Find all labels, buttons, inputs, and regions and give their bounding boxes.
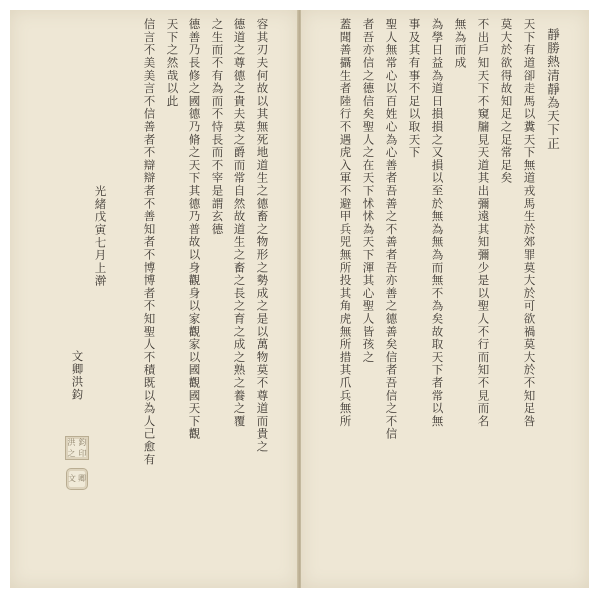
text-column-left-3: 之生而不有為而不恃長而不宰是謂玄德 bbox=[210, 18, 225, 236]
seal-glyph: 之 bbox=[67, 448, 76, 458]
signature: 文卿洪鈞 bbox=[70, 350, 85, 402]
text-column-right-10: 蓋聞善攝生者陸行不遇虎入軍不避甲兵兕無所投其角虎無所措其爪兵無所 bbox=[338, 18, 353, 428]
seal-top bbox=[65, 436, 89, 460]
text-column-right-6: 為學日益為道日損損之又損以至於無為無為而無不為矣故取天下者常以無 bbox=[430, 18, 445, 428]
text-column-right-9: 者吾亦信之德信矣聖人之在天下怵怵為天下渾其心聖人皆孩之 bbox=[361, 18, 376, 364]
seal-glyph: 洪 bbox=[67, 437, 76, 447]
seal-glyph: 鈞 bbox=[78, 437, 87, 447]
text-column-left-6: 信言不美美言不信善者不辯辯者不善知者不博博者不知聖人不積既以為人己愈有 bbox=[142, 18, 157, 466]
right-leaf bbox=[301, 10, 589, 588]
text-column-left-5: 天下之然哉以此 bbox=[165, 18, 180, 108]
text-column-right-7: 事及其有事不足以取天下 bbox=[407, 18, 422, 159]
text-column-left-2: 德道之尊德之貴夫莫之爵而常自然故道生之畜之長之育之成之熟之養之覆 bbox=[232, 18, 247, 428]
seal-glyph: 文 bbox=[68, 474, 76, 483]
text-column-right-1: 靜勝熱清靜為天下正 bbox=[545, 28, 561, 151]
text-column-right-5: 無為而成 bbox=[453, 18, 468, 70]
seal-glyph: 卿 bbox=[78, 474, 86, 483]
left-leaf bbox=[10, 10, 298, 588]
date-inscription: 光緒戊寅七月上澣 bbox=[93, 185, 108, 288]
text-column-right-4: 不出戶知天下不窺牖見天道其出彌遠其知彌少是以聖人不行而知不見而名 bbox=[476, 18, 491, 428]
text-column-right-2: 天下有道卻走馬以糞天下無道戎馬生於郊罪莫大於可欲禍莫大於不知足咎 bbox=[522, 18, 537, 428]
seal-glyph: 印 bbox=[78, 448, 87, 458]
text-column-left-4: 德善乃長修之國德乃脩之天下其德乃普故以身觀身以家觀家以國觀國天下觀 bbox=[187, 18, 202, 441]
text-column-right-8: 聖人無常心以百姓心為心善者吾善之不善者吾亦善之德善矣信者吾信之不信 bbox=[384, 18, 399, 441]
text-column-left-1: 容其刃夫何故以其無死地道生之德畜之物形之勢成之是以萬物莫不尊道而貴之 bbox=[255, 18, 270, 454]
seal-bottom bbox=[66, 468, 88, 490]
text-column-right-3: 莫大於欲得故知足之足常足矣 bbox=[499, 18, 514, 185]
